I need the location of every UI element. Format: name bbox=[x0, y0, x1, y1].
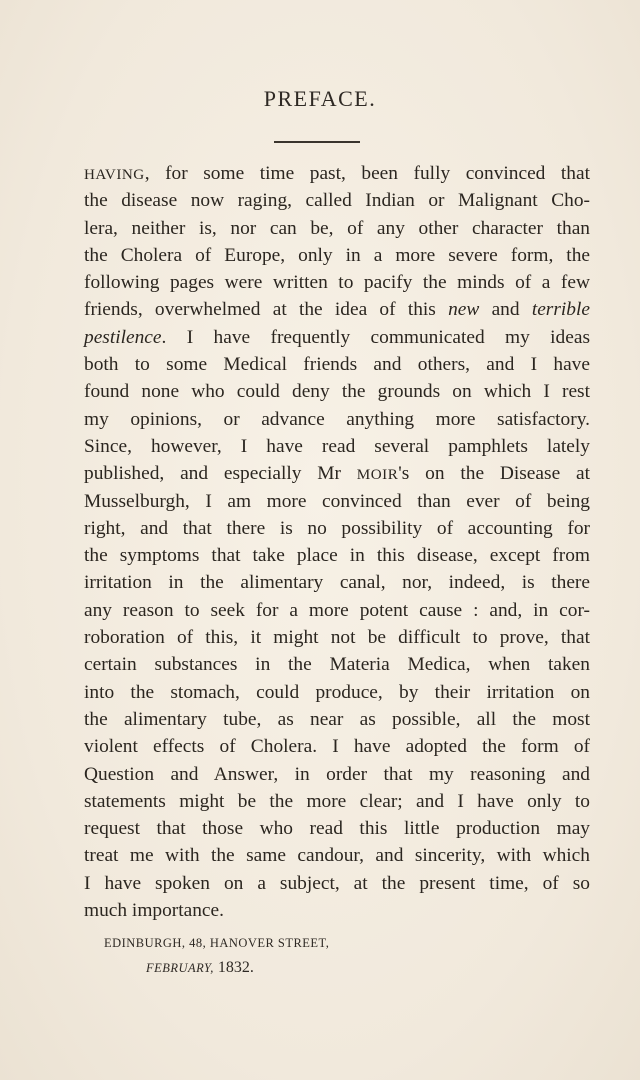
preface-body bbox=[84, 160, 590, 924]
text-line: treat me with the same candour, and sincerity, with which bbox=[84, 845, 590, 867]
text-line: I have spoken on a subject, at the present time, of so bbox=[84, 872, 590, 894]
text-line: published, and especially Mr MOIR's on the Disease at bbox=[84, 463, 590, 485]
italic-word: terrible bbox=[531, 299, 590, 321]
text-line: certain substances in the Materia Medica, when taken bbox=[84, 654, 590, 676]
page-title: PREFACE. bbox=[263, 86, 377, 111]
text-line: into the stomach, could produce, by their irritation on bbox=[84, 681, 590, 703]
text-line: much importance. bbox=[84, 900, 224, 922]
text-line: pestilence. I have frequently communicated my ideas bbox=[84, 326, 590, 348]
italic-word: pestilence bbox=[84, 326, 162, 348]
text-line: violent effects of Cholera. I have adopted the form of bbox=[84, 736, 590, 758]
text-line: Since, however, I have read several pamphlets lately bbox=[84, 435, 590, 457]
text-line: roboration of this, it might not be difficult to prove, that bbox=[84, 627, 590, 649]
text-line: my opinions, or advance anything more satisfactory. bbox=[84, 408, 590, 430]
signature-address: EDINBURGH, 48, HANOVER STREET, bbox=[104, 936, 330, 950]
text-line: statements might be the more clear; and I have only to bbox=[84, 790, 590, 812]
text-line: the disease now raging, called Indian or Malignant Cho- bbox=[84, 190, 590, 212]
text-line: the symptoms that take place in this disease, except from bbox=[84, 545, 590, 567]
signature-date bbox=[0, 959, 640, 977]
text-line: request that those who read this little production may bbox=[84, 818, 590, 840]
text-line: the Cholera of Europe, only in a more severe form, the bbox=[84, 244, 590, 266]
text-line: lera, neither is, nor can be, of any other character than bbox=[84, 217, 590, 239]
text-line: right, and that there is no possibility of accounting for bbox=[84, 517, 590, 539]
italic-word: new bbox=[448, 299, 480, 321]
text-line: found none who could deny the grounds on which I rest bbox=[84, 381, 590, 403]
small-caps-word: HAVING bbox=[84, 167, 145, 183]
text-line: both to some Medical friends and others, and I have bbox=[84, 354, 590, 376]
text-line: friends, overwhelmed at the idea of this new and terrible bbox=[84, 299, 590, 321]
text-line: irritation in the alimentary canal, nor, indeed, is there bbox=[84, 572, 590, 594]
text-line: the alimentary tube, as near as possible, all the most bbox=[84, 708, 590, 730]
signature-month: FEBRUARY, bbox=[146, 961, 214, 975]
title-rule bbox=[274, 141, 360, 143]
text-line: Musselburgh, I am more convinced than ever of being bbox=[84, 490, 590, 512]
text-line: HAVING, for some time past, been fully convinced that bbox=[84, 163, 590, 184]
text-line: Question and Answer, in order that my reasoning and bbox=[84, 763, 590, 785]
text-line: following pages were written to pacify the minds of a few bbox=[84, 272, 590, 294]
signature-year: 1832. bbox=[217, 959, 254, 976]
text-line: any reason to seek for a more potent cause : and, in cor- bbox=[84, 599, 590, 621]
small-caps-word: MOIR bbox=[356, 467, 399, 484]
